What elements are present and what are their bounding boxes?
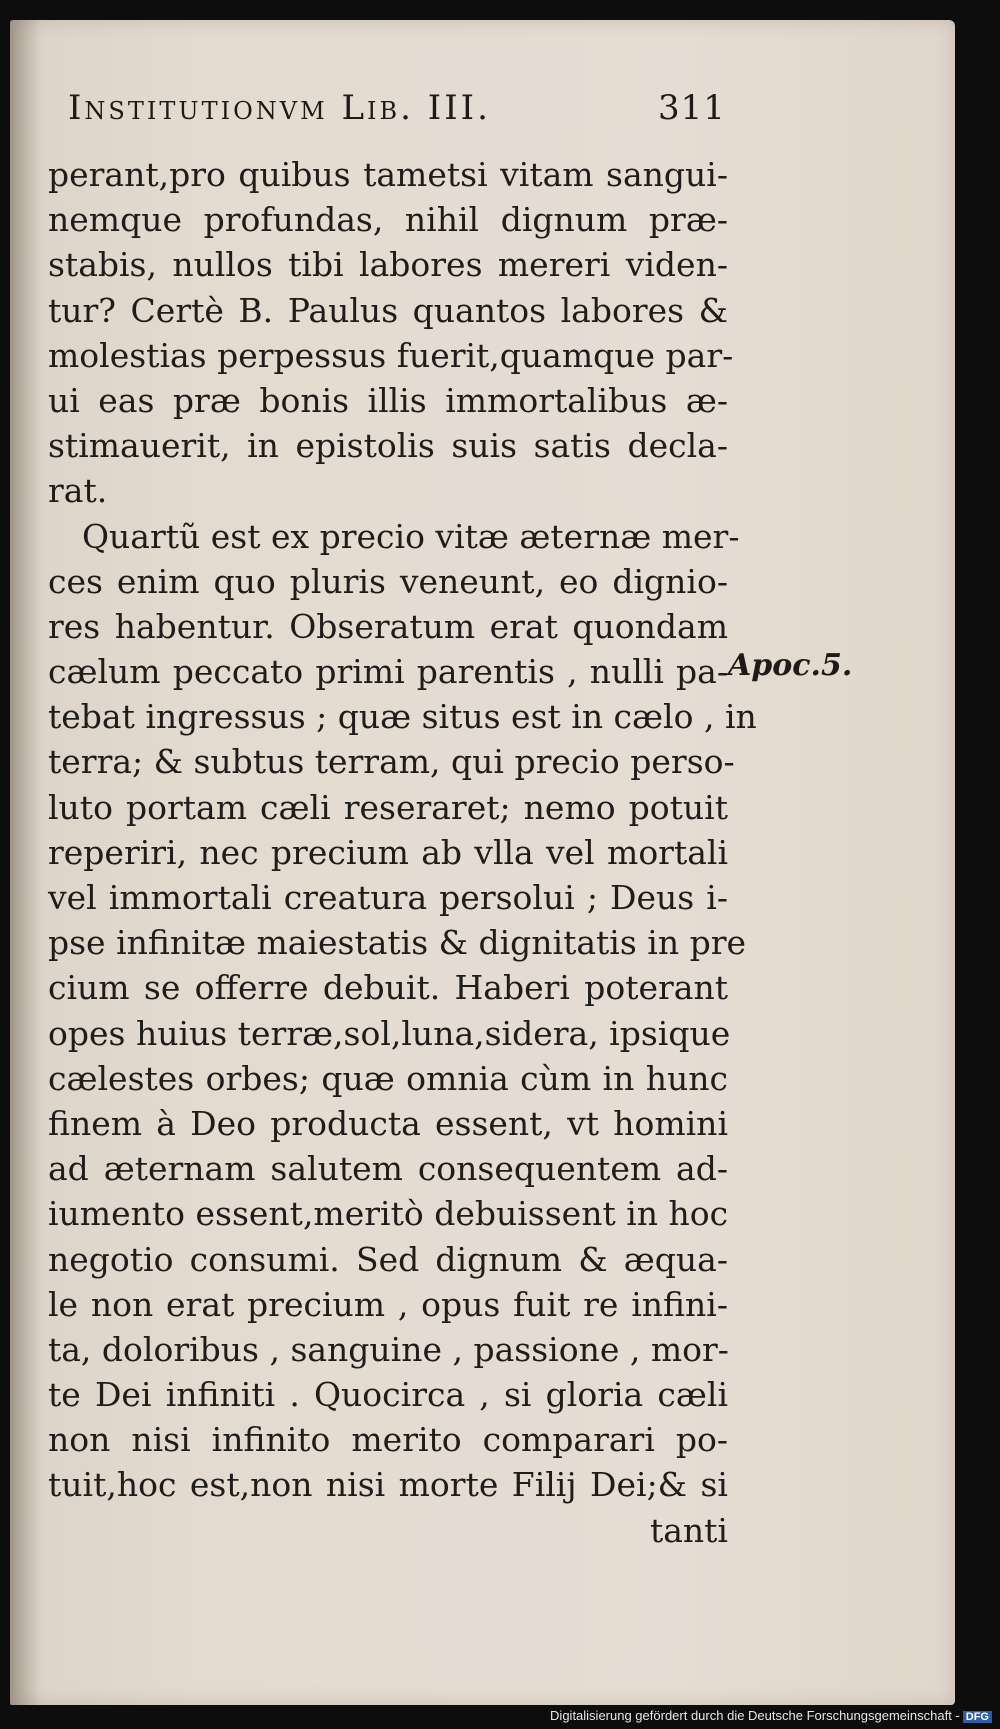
text-line: non nisi infinito merito comparari po- [48,1420,728,1460]
text-line: Quartũ est ex precio vitæ æternæ mer- [82,516,740,556]
text-line: res habentur. Obseratum erat quondam [48,606,728,646]
text-line: finem à Deo producta essent, vt homini [48,1103,728,1143]
text-line: rat. [48,471,108,511]
running-title: Institutionvm Lib. III. [68,88,491,128]
text-line: ui eas præ bonis illis immortalibus æ- [48,380,728,420]
text-line: nemque profundas, nihil dignum præ- [48,200,728,240]
marginal-reference: Apoc.5. [728,648,853,683]
text-line: stimauerit, in epistolis suis satis decla- [48,426,728,466]
text-line: le non erat precium , opus fuit re infini- [48,1284,728,1324]
text-line: pse infinitæ maiestatis & dignitatis in pre [48,923,747,963]
text-line: luto portam cæli reseraret; nemo potuit [48,787,728,827]
text-line: vel immortali creatura persolui ; Deus i- [48,878,728,917]
page-header [68,88,726,128]
page-number: 311 [658,88,726,128]
text-line: reperiri, nec precium ab vlla vel mortali [48,832,728,872]
text-line: terra; & subtus terram, qui precio perso- [48,742,735,782]
catchword: tanti [649,1510,728,1550]
text-line: opes huius terræ,sol,luna,sidera, ipsique [48,1013,731,1053]
text-line: cælum peccato primi parentis , nulli pa- [48,652,728,692]
page-gutter-shadow [10,20,40,1705]
text-line: ad æternam salutem consequentem ad- [48,1149,728,1189]
text-line: cælestes orbes; quæ omnia cùm in hunc [48,1058,728,1098]
text-line: molestias perpessus fuerit,quamque par- [48,335,734,375]
text-line: negotio consumi. Sed dignum & æqua- [48,1239,728,1279]
text-line: tur? Certè B. Paulus quantos labores & [48,290,728,330]
text-line: tebat ingressus ; quæ situs est in cælo , in [48,697,757,737]
digitization-credit [550,1708,992,1723]
text-line: cium se offerre debuit. Haberi poterant [48,968,728,1008]
text-line: tuit,hoc est,non nisi morte Filij Dei;& si [48,1465,728,1505]
text-line: ta, doloribus , sanguine , passione , mor- [48,1329,729,1369]
text-line: stabis, nullos tibi labores mereri viden- [48,245,728,285]
body-text [48,152,757,1553]
text-line: iumento essent,meritò debuissent in hoc [48,1194,729,1234]
credit-text: Digitalisierung gefördert durch die Deutsche Forschungsgemeinschaft - [550,1708,960,1723]
text-line: ces enim quo pluris veneunt, eo dignio- [48,561,728,601]
text-line: te Dei infiniti . Quocirca , si gloria cæli [48,1375,728,1415]
text-line: perant,pro quibus tametsi vitam sangui- [48,155,728,194]
dfg-logo: DFG [963,1711,992,1723]
